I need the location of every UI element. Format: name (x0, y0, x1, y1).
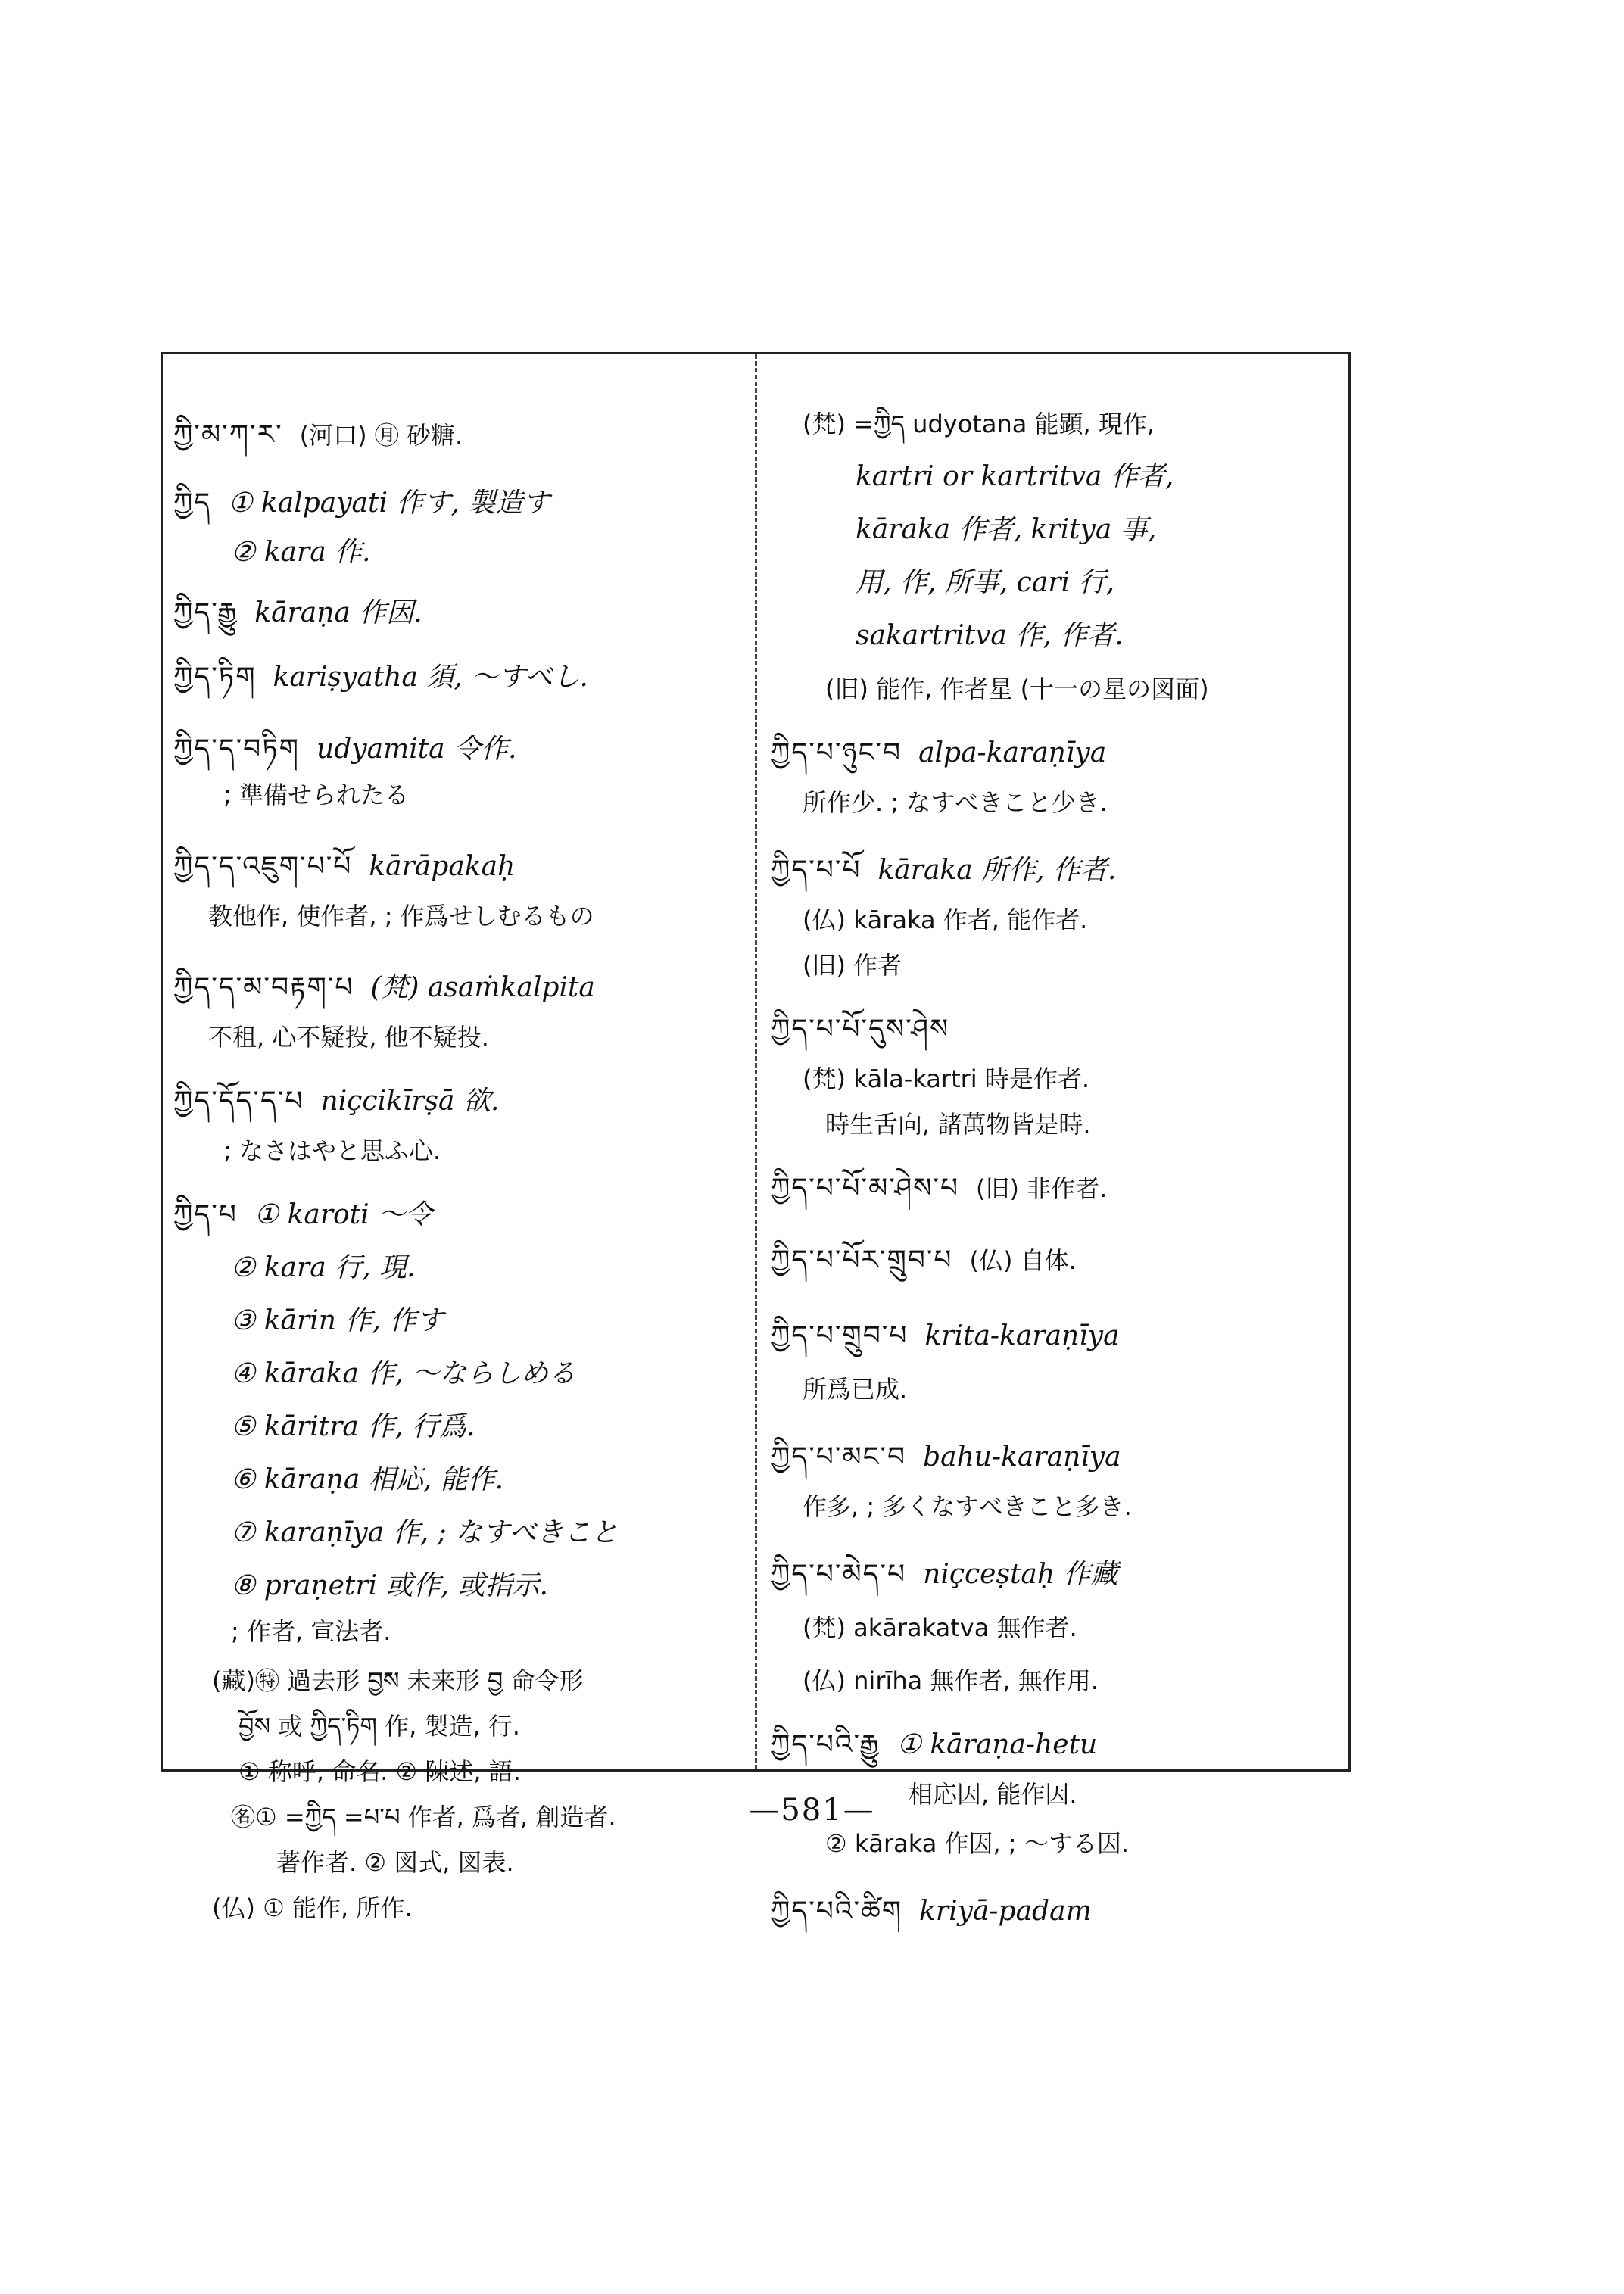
dictionary-entry: ཀྱིད་པའི་རྒྱུ ① kāraṇa-hetu (771, 1729, 1098, 1760)
dictionary-entry: ཀྱིད་པ ① karoti 〜令 (173, 1199, 433, 1230)
dictionary-entry-sub: ② kāraka 作因, ; 〜する因. (825, 1829, 1129, 1858)
page-number: —581— (749, 1793, 875, 1828)
dictionary-entry: ཀྱིད་རྒྱུ kāraṇa 作因. (173, 597, 422, 628)
dictionary-entry-sub: kartri or kartritva 作者, (856, 461, 1174, 492)
dictionary-entry-sub: (梵) akārakatva 無作者. (803, 1613, 1077, 1642)
dictionary-entry-sub: 時生舌向, 諸萬物皆是時. (825, 1110, 1091, 1139)
dictionary-entry: ཀྱིད་ད་མ་བརྟག་པ (梵) asaṁkalpita (173, 972, 595, 1003)
sense-item: ③ kārin 作, 作す (231, 1305, 444, 1336)
grammar-note: (仏) ① 能作, 所作. (212, 1893, 413, 1922)
dictionary-entry: ཀྱིད་པ་མང་བ bahu-karaṇīya (771, 1442, 1121, 1473)
dictionary-entry-sub: 所爲已成. (803, 1375, 908, 1404)
dictionary-entry-sub: 相応因, 能作因. (909, 1780, 1077, 1809)
dictionary-entry-sub: ; 準備せられたる (223, 781, 409, 809)
sense-item: ② kara 行, 現. (231, 1252, 416, 1283)
dictionary-entry: ཀྱིད་པ་པོ kāraka 所作, 作者. (771, 855, 1117, 886)
dictionary-entry-sub: 不租, 心不疑投, 他不疑投. (208, 1023, 489, 1052)
dictionary-entry-sub: (梵) =ཀྱིད udyotana 能顕, 現作, (803, 410, 1155, 438)
dictionary-entry-sub: sakartritva 作, 作者. (856, 620, 1124, 651)
dictionary-entry: ཀྱིད་པ་གྲུབ་པ krita-karaṇīya (771, 1320, 1120, 1351)
sense-note: ; 作者, 宣法者. (231, 1617, 391, 1646)
dictionary-entry-sub: (仏) kāraka 作者, 能作者. (803, 905, 1088, 934)
grammar-note: ① 称呼, 命名. ② 陳述, 語. (238, 1757, 521, 1786)
dictionary-entry-sub: 教他作, 使作者, ; 作爲せしむるもの (208, 902, 594, 930)
dictionary-entry-sub: (仏) nirīha 無作者, 無作用. (803, 1666, 1099, 1695)
dictionary-entry-sub: (旧) 作者 (803, 951, 902, 980)
dictionary-entry: ཀྱིད་པ་མེད་པ niçceṣtaḥ 作藏 (771, 1559, 1118, 1590)
dictionary-entry: ཀྱིད་པ་ཉུང་བ alpa-karaṇīya (771, 737, 1107, 768)
sense-item: ⑥ kāraṇa 相応, 能作. (231, 1464, 504, 1495)
dictionary-entry: ཀྱིད་དོད་ད་པ niçcikīrṣā 欲. (173, 1086, 500, 1117)
grammar-note: ㊔① =ཀྱིད =པ་པ 作者, 爲者, 創造者. (231, 1803, 616, 1831)
dictionary-entry-sub: 用, 作, 所事, cari 行, (856, 567, 1114, 598)
grammar-note: (藏)㊕ 過去形 བྱས 未来形 བྱ 命令形 (212, 1666, 584, 1695)
sense-item: ⑧ praṇetri 或作, 或指示. (231, 1570, 548, 1601)
dictionary-entry-sub: kāraka 作者, kritya 事, (856, 514, 1157, 545)
dictionary-entry: ཀྱིད་པའི་ཚིག kriyā-padam (771, 1896, 1092, 1927)
sense-item: ④ kāraka 作, 〜ならしめる (231, 1358, 576, 1389)
dictionary-entry: ཀྱིད་པ་པོ་དུས་ཤེས (771, 1014, 950, 1045)
dictionary-entry: ཀྱི་མ་ཀ་ར་ (河口) ㊊ 砂糖. (173, 419, 463, 450)
dictionary-entry-sub: 作多, ; 多くなすべきこと多き. (803, 1492, 1132, 1521)
dictionary-entry: ཀྱིད་ད་བཏིག udyamita 令作. (173, 734, 517, 765)
left-column (163, 354, 755, 1922)
dictionary-entry: ཀྱིད་པ་པོར་གྲུབ་པ (仏) 自体. (771, 1245, 1077, 1276)
dictionary-entry: ཀྱིད་པ་པོ་མ་ཤེས་པ (旧) 非作者. (771, 1173, 1108, 1204)
dictionary-entry: ཀྱིད་ཏིག kariṣyatha 須, 〜すべし. (173, 662, 588, 693)
sense-item: ⑦ karaṇīya 作, ; なすべきこと (231, 1517, 619, 1548)
dictionary-entry-sub: ; なさはやと思ふ心. (223, 1136, 441, 1165)
sense-item: ⑤ kāritra 作, 行爲. (231, 1411, 475, 1442)
dictionary-entry-sub: (旧) 能作, 作者星 (十一の星の図面) (825, 675, 1209, 703)
dictionary-entry-sub: (梵) kāla-kartri 時是作者. (803, 1064, 1090, 1093)
grammar-note: 著作者. ② 図式, 図表. (276, 1848, 514, 1877)
dictionary-entry-sub: 所作少. ; なすべきこと少き. (803, 788, 1108, 817)
grammar-note: བྱོས 或 ཀྱིད་ཏིག 作, 製造, 行. (238, 1712, 520, 1741)
dictionary-entry-sub: ② kara 作. (231, 537, 371, 568)
dictionary-entry: ཀྱིད ① kalpayati 作す, 製造す (173, 488, 550, 519)
dictionary-entry: ཀྱིད་ད་འཇུག་པ་པོ kārāpakaḥ (173, 851, 516, 882)
